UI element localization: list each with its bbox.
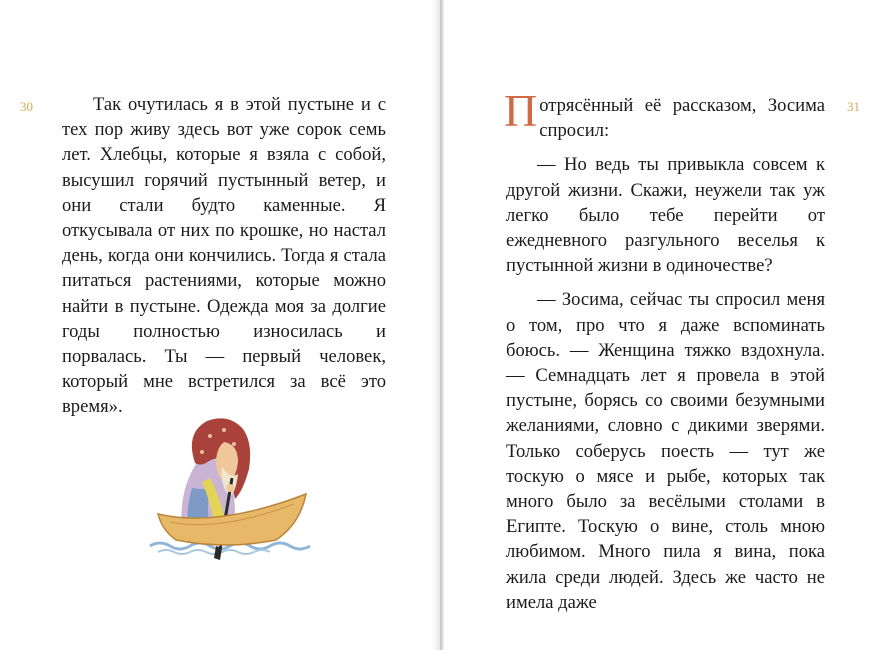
- page-number-left: 30: [20, 99, 33, 114]
- left-paragraph-1: Так очутилась я в этой пустыне и с тех пор живу здесь вот уже сорок семь лет. Хлебцы, которые я взяла с собой, высушил горячий пустынный ветер, и они стали будто каменные. Я откусывала от них по крошке, но настал день, когда они кончились. Тогда я стала питаться растениями, которые можно найти в пустыне. Одежда моя за долгие годы полностью износилась и порвалась. Ты — первый человек, который мне встретился за всё это время».: [62, 94, 386, 418]
- drop-cap: П: [504, 85, 538, 136]
- right-paragraph-1-text: отрясённый её рассказом, Зосима спросил:: [539, 95, 825, 142]
- page-number-right: 31: [847, 99, 860, 114]
- right-page: [444, 0, 889, 650]
- right-paragraph-1: [504, 85, 825, 143]
- right-paragraph-3: — Зосима, сейчас ты спросил меня о том, про что я даже вспоминать боюсь. — Женщина тяжко вздохнула. — Семнадцать лет я провела в этой пустыне, борясь со своими безумными желаниями, словно с дикими зверями. Только соберусь поесть — тут же тоскую о мясе и рыбе, которых так много было за весёлыми столами в Египте. Тоскую о вине, столь мною любимом. Много пила я вина, пока жила среди людей. Здесь же часто не имела даже: [506, 289, 825, 613]
- right-page-text: [504, 85, 825, 615]
- woman-in-boat-illustration: [140, 418, 320, 563]
- right-paragraph-2: — Но ведь ты привыкла совсем к другой жизни. Скажи, неужели так уж легко было тебе перейти от ежедневного разгульного веселья к пустынной жизни в одиночестве?: [506, 154, 825, 277]
- left-page: [0, 0, 440, 650]
- left-page-text: [62, 92, 386, 420]
